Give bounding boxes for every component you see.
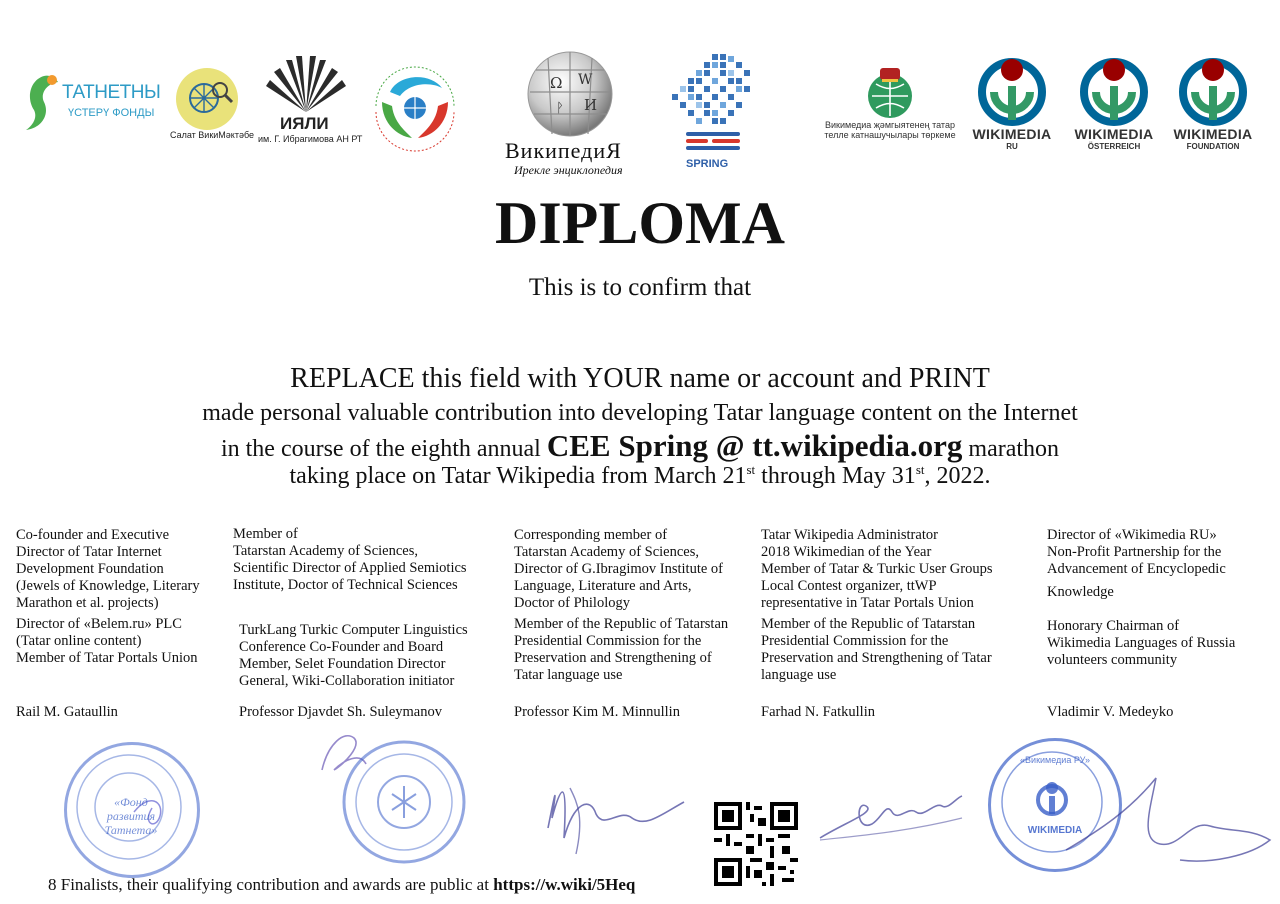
signatory-4-roles: Tatar Wikipedia Administrator 2018 Wikimedian of the Year Member of Tatar & Turkic User Groups Local Contest organizer, ttWP representative in Tatar Portals Union [761,527,993,611]
cee-spring-label: SPRING [686,158,729,170]
signatory-2-name: Professor Djavdet Sh. Suleymanov [239,704,442,720]
finalists-text: 8 Finalists, their qualifying contribution and awards are public at [48,875,494,894]
salat-wikischool-logo [168,66,255,146]
signatory-3-name: Professor Kim M. Minnullin [514,704,680,720]
dates-line [0,462,1280,490]
signatory-5-roles: Director of «Wikimedia RU» Non-Profit Partnership for the Advancement of Encyclopedic [1047,527,1226,577]
signatory-2 [233,526,503,720]
svg-text:И: И [584,96,598,114]
tatnet-logo-subtitle: ҮСТЕРҮ ФОНДЫ [68,107,155,119]
tatnet-logo-name: ТАТНЕТНЫ [62,82,161,103]
dates-line-post: , 2022. [924,463,991,489]
signatory-3-roles: Corresponding member of Tatarstan Academy of Sciences, Director of G.Ibragimov Institute of Language, Literature and Arts, Doctor of Philology [514,527,723,611]
suleymanov-signature-and-stamp [314,724,474,872]
wikimedians-tatar-group-logo [820,66,960,150]
signatory-5-roles-knowledge: Knowledge [1047,584,1114,600]
signatory-1 [16,527,226,720]
wikipedia-wordmark: ВикипедиЯ [505,138,622,163]
tatar-wikipedia-logo [500,46,640,178]
iyali-logo-subtitle: им. Г. Ибрагимова АН РТ [258,134,363,144]
wikimedia-ru-logo [962,56,1062,156]
recipient-name-field: REPLACE this field with YOUR name or account and PRINT [290,363,990,394]
finalists-note [48,875,635,895]
minnullin-signature [534,758,694,862]
dates-line-mid: through May 31 [755,463,916,489]
contribution-line: made personal valuable contribution into developing Tatar language content on the Internet [202,400,1078,426]
qr-code[interactable] [714,802,798,886]
marathon-name: CEE Spring @ tt.wikipedia.org [546,428,963,463]
signatory-3-roles-extra: Member of the Republic of Tatarstan Presidential Commission for the Preservation and Strengthening of Tatar language use [514,616,729,683]
confirm-line: This is to confirm that [528,274,752,301]
wikimedia-austria-emblem-icon [1064,56,1164,126]
stamp-2-logo-text: WIKIMEDIA [1027,825,1083,836]
iyali-fan-icon [256,54,356,114]
tatnet-swirl-icon [22,70,66,134]
dates-sup-1: st [746,462,756,477]
signatory-3 [514,527,754,720]
svg-text:Ω: Ω [550,74,563,92]
signatory-5-name: Vladimir V. Medeyko [1047,704,1174,720]
signatory-2-roles: Member of Tatarstan Academy of Sciences, Scientific Director of Applied Semiotics Institute, Doctor of Technical Sciences [233,526,467,593]
dates-sup-2: st [915,462,925,477]
signatory-5-roles-extra: Honorary Chairman of Wikimedia Languages of Russia volunteers community [1047,618,1236,668]
signatory-2-roles-extra: TurkLang Turkic Computer Linguistics Conference Co-Founder and Board Member, Selet Foundation Director General, Wiki-Collaboration initiator [239,622,468,689]
diploma-title: DIPLOMA [495,190,785,256]
salat-globe-icon [176,68,238,130]
salat-logo-text: Салат ВикиМәктәбе [170,130,255,140]
portals-union-emblem-icon [360,52,470,160]
signatory-5 [1047,527,1267,720]
fatkullin-signature [816,782,966,846]
svg-text:W: W [578,72,593,88]
wikimedia-ru-sub: RU [1006,142,1018,151]
iyali-institute-logo [256,54,363,150]
iyali-logo-name: ИЯЛИ [280,114,329,133]
signatory-1-roles: Co-founder and Executive Director of Tatar Internet Development Foundation (Jewels of Knowledge, Literary Marathon et al. projects) [16,527,200,611]
stamp-1-text: «Фонд развития Татнета» [104,795,158,837]
tatnet-foundation-stamp [64,742,200,878]
svg-text:ᚹ: ᚹ [556,101,564,116]
marathon-line-post: marathon [962,436,1060,462]
wikimedia-foundation-logo [1163,56,1263,156]
wikimedia-ru-wordmark: WIKIMEDIA [972,126,1052,142]
wikipedia-slogan: Иреклe энциклопедия [514,163,623,177]
wikimedia-austria-sub: ÖSTERREICH [1087,142,1141,151]
signatory-1-name: Rail M. Gataullin [16,704,118,720]
marathon-line [0,428,1280,464]
cee-spring-mosaic-icon [668,52,758,152]
cee-spring-logo [668,52,758,174]
wikimedia-foundation-wordmark: WIKIMEDIA [1173,126,1253,142]
marathon-line-pre: in the course of the eighth annual [220,436,547,462]
dates-line-pre: taking place on Tatar Wikipedia from March 21 [289,463,747,489]
wikimedia-austria-logo [1064,56,1164,156]
signatory-1-roles-extra: Director of «Belem.ru» PLC (Tatar online content) Member of Tatar Portals Union [16,616,198,666]
medeyko-signature [1060,770,1276,870]
wikimedia-austria-wordmark: WIKIMEDIA [1074,126,1154,142]
signatory-4-name: Farhad N. Fatkullin [761,704,875,720]
tatar-user-group-emblem-icon [820,66,960,120]
wikipedia-globe-icon [500,46,640,138]
signatory-4-roles-extra: Member of the Republic of Tatarstan Presidential Commission for the Preservation and Strengthening of Tatar language use [761,616,992,683]
finalists-link[interactable]: https://w.wiki/5Heq [493,875,636,894]
tatnet-foundation-logo [22,70,162,134]
wikimedia-foundation-sub: FOUNDATION [1186,142,1240,151]
tatar-user-group-caption: Викимедиа җәмгыятенең татар телле катнашучылары төркеме [824,120,956,140]
stamp-2-org-text: «Викимедиа РУ» [1020,755,1090,765]
wikimedia-ru-emblem-icon [962,56,1062,126]
signatory-4 [761,527,1021,720]
tatar-portals-union-logo [360,52,470,160]
wikimedia-foundation-emblem-icon [1163,56,1263,126]
